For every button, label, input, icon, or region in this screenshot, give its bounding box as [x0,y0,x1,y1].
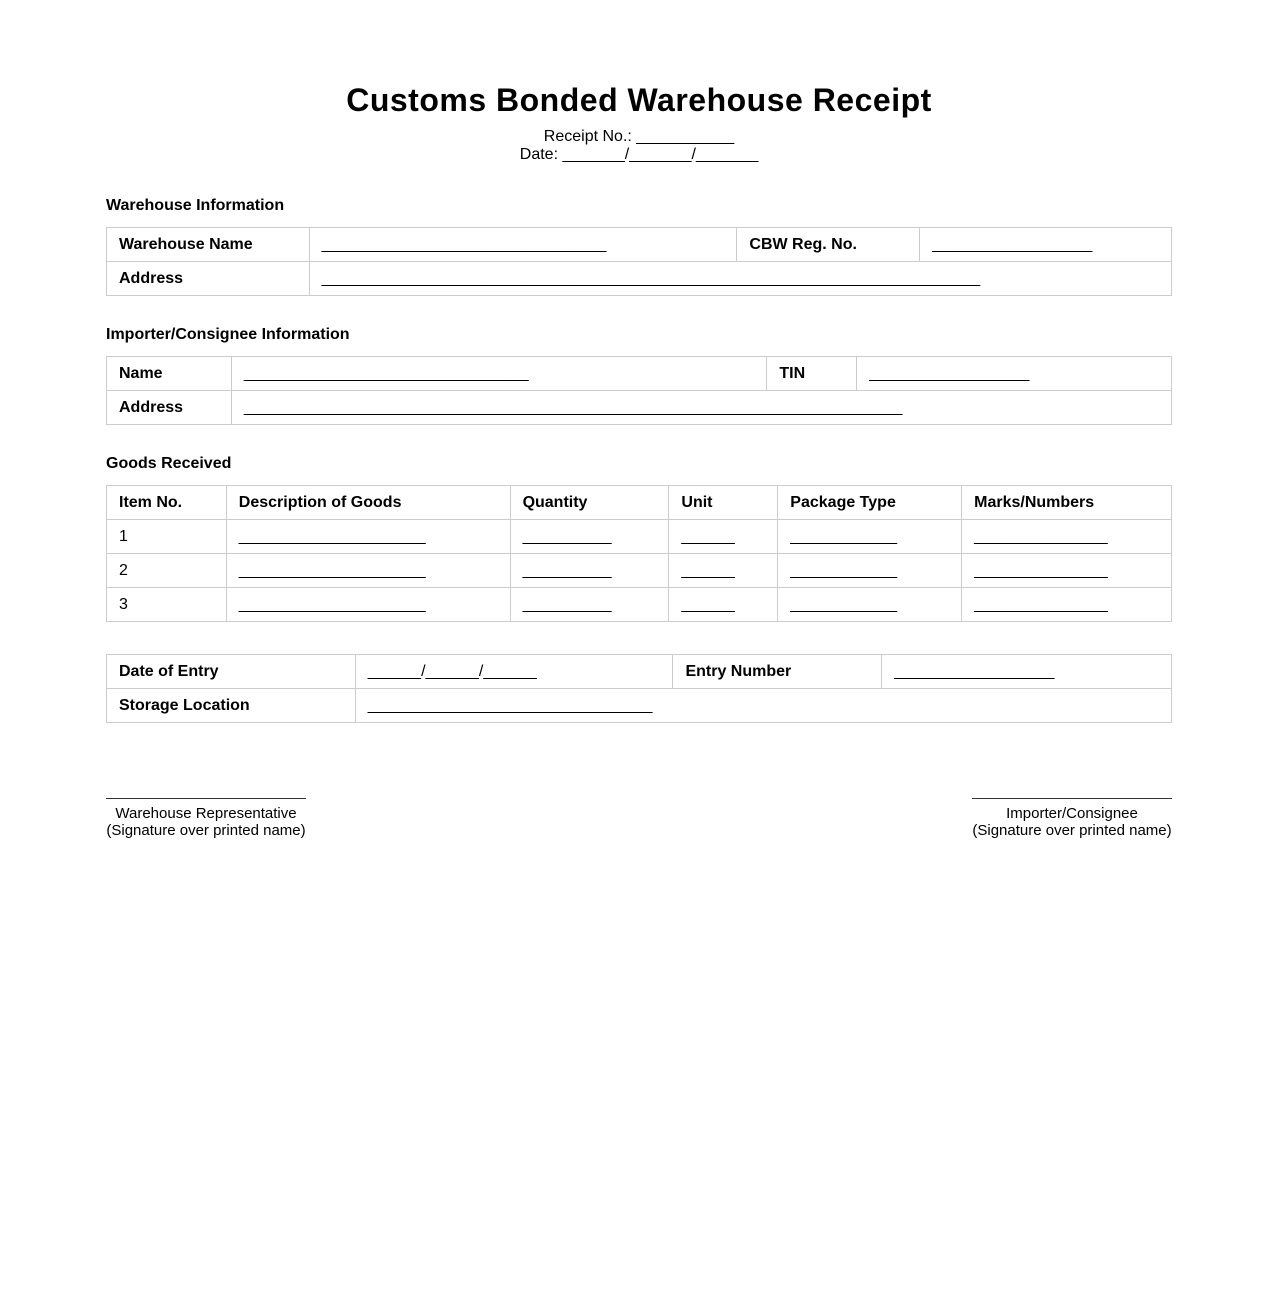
column-header-package-type: Package Type [778,486,962,520]
item-no-cell: 3 [107,588,227,622]
table-row [107,357,1172,391]
date-of-entry-label: Date of Entry [107,655,356,689]
column-header-quantity: Quantity [510,486,669,520]
tin-label: TIN [767,357,857,391]
signature-subcaption: (Signature over printed name) [106,822,306,839]
table-row [107,262,1172,296]
table-row [107,554,1172,588]
entry-number-label: Entry Number [673,655,882,689]
warehouse-address-field[interactable]: __________________________________________________________________________ [309,262,1171,296]
section-title-goods: Goods Received [106,455,232,472]
section-title-importer: Importer/Consignee Information [106,326,350,343]
warehouse-name-field[interactable]: ________________________________ [309,228,737,262]
table-row [107,391,1172,425]
receipt-date-label: Date: [519,146,559,163]
importer-name-field[interactable]: ________________________________ [231,357,766,391]
importer-consignee-signature[interactable] [972,798,1172,839]
signature-caption: Warehouse Representative [115,805,297,822]
receipt-number-line [106,128,1172,146]
warehouse-info-table [106,227,1172,296]
goods-table [106,485,1172,622]
importer-address-label: Address [107,391,232,425]
tin-field[interactable]: __________________ [857,357,1172,391]
signature-line [972,798,1172,799]
marks-numbers-field[interactable]: _______________ [962,588,1172,622]
entry-number-field[interactable]: __________________ [882,655,1172,689]
table-row [107,655,1172,689]
receipt-number-label: Receipt No.: [543,128,632,145]
quantity-field[interactable]: __________ [510,554,669,588]
package-type-field[interactable]: ____________ [778,520,962,554]
warehouse-name-label: Warehouse Name [107,228,310,262]
marks-numbers-field[interactable]: _______________ [962,520,1172,554]
storage-location-field[interactable]: ________________________________ [355,689,1171,723]
table-row [107,588,1172,622]
column-header-unit: Unit [669,486,778,520]
signature-line [106,798,306,799]
entry-info-table [106,654,1172,723]
document-title: Customs Bonded Warehouse Receipt [346,82,932,118]
table-row [107,228,1172,262]
column-header-description: Description of Goods [226,486,510,520]
storage-location-label: Storage Location [107,689,356,723]
warehouse-representative-signature[interactable] [106,798,306,839]
cbw-reg-field[interactable]: __________________ [920,228,1172,262]
item-no-cell: 2 [107,554,227,588]
unit-field[interactable]: ______ [669,520,778,554]
description-field[interactable]: _____________________ [226,554,510,588]
unit-field[interactable]: ______ [669,554,778,588]
warehouse-address-label: Address [107,262,310,296]
item-no-cell: 1 [107,520,227,554]
importer-address-field[interactable]: __________________________________________________________________________ [231,391,1171,425]
receipt-number-field[interactable]: ___________ [636,128,735,145]
importer-name-label: Name [107,357,232,391]
cbw-reg-label: CBW Reg. No. [737,228,920,262]
marks-numbers-field[interactable]: _______________ [962,554,1172,588]
receipt-date-field[interactable]: _______/_______/_______ [562,146,759,163]
section-title-warehouse: Warehouse Information [106,197,285,214]
package-type-field[interactable]: ____________ [778,554,962,588]
column-header-marks-numbers: Marks/Numbers [962,486,1172,520]
date-of-entry-field[interactable]: ______/______/______ [355,655,673,689]
quantity-field[interactable]: __________ [510,520,669,554]
description-field[interactable]: _____________________ [226,588,510,622]
column-header-item-no: Item No. [107,486,227,520]
quantity-field[interactable]: __________ [510,588,669,622]
table-row [107,689,1172,723]
importer-info-table [106,356,1172,425]
signature-caption: Importer/Consignee [1006,805,1138,822]
description-field[interactable]: _____________________ [226,520,510,554]
table-row [107,520,1172,554]
signature-subcaption: (Signature over printed name) [972,822,1172,839]
receipt-date-line [106,146,1172,164]
package-type-field[interactable]: ____________ [778,588,962,622]
unit-field[interactable]: ______ [669,588,778,622]
goods-header-row [107,486,1172,520]
